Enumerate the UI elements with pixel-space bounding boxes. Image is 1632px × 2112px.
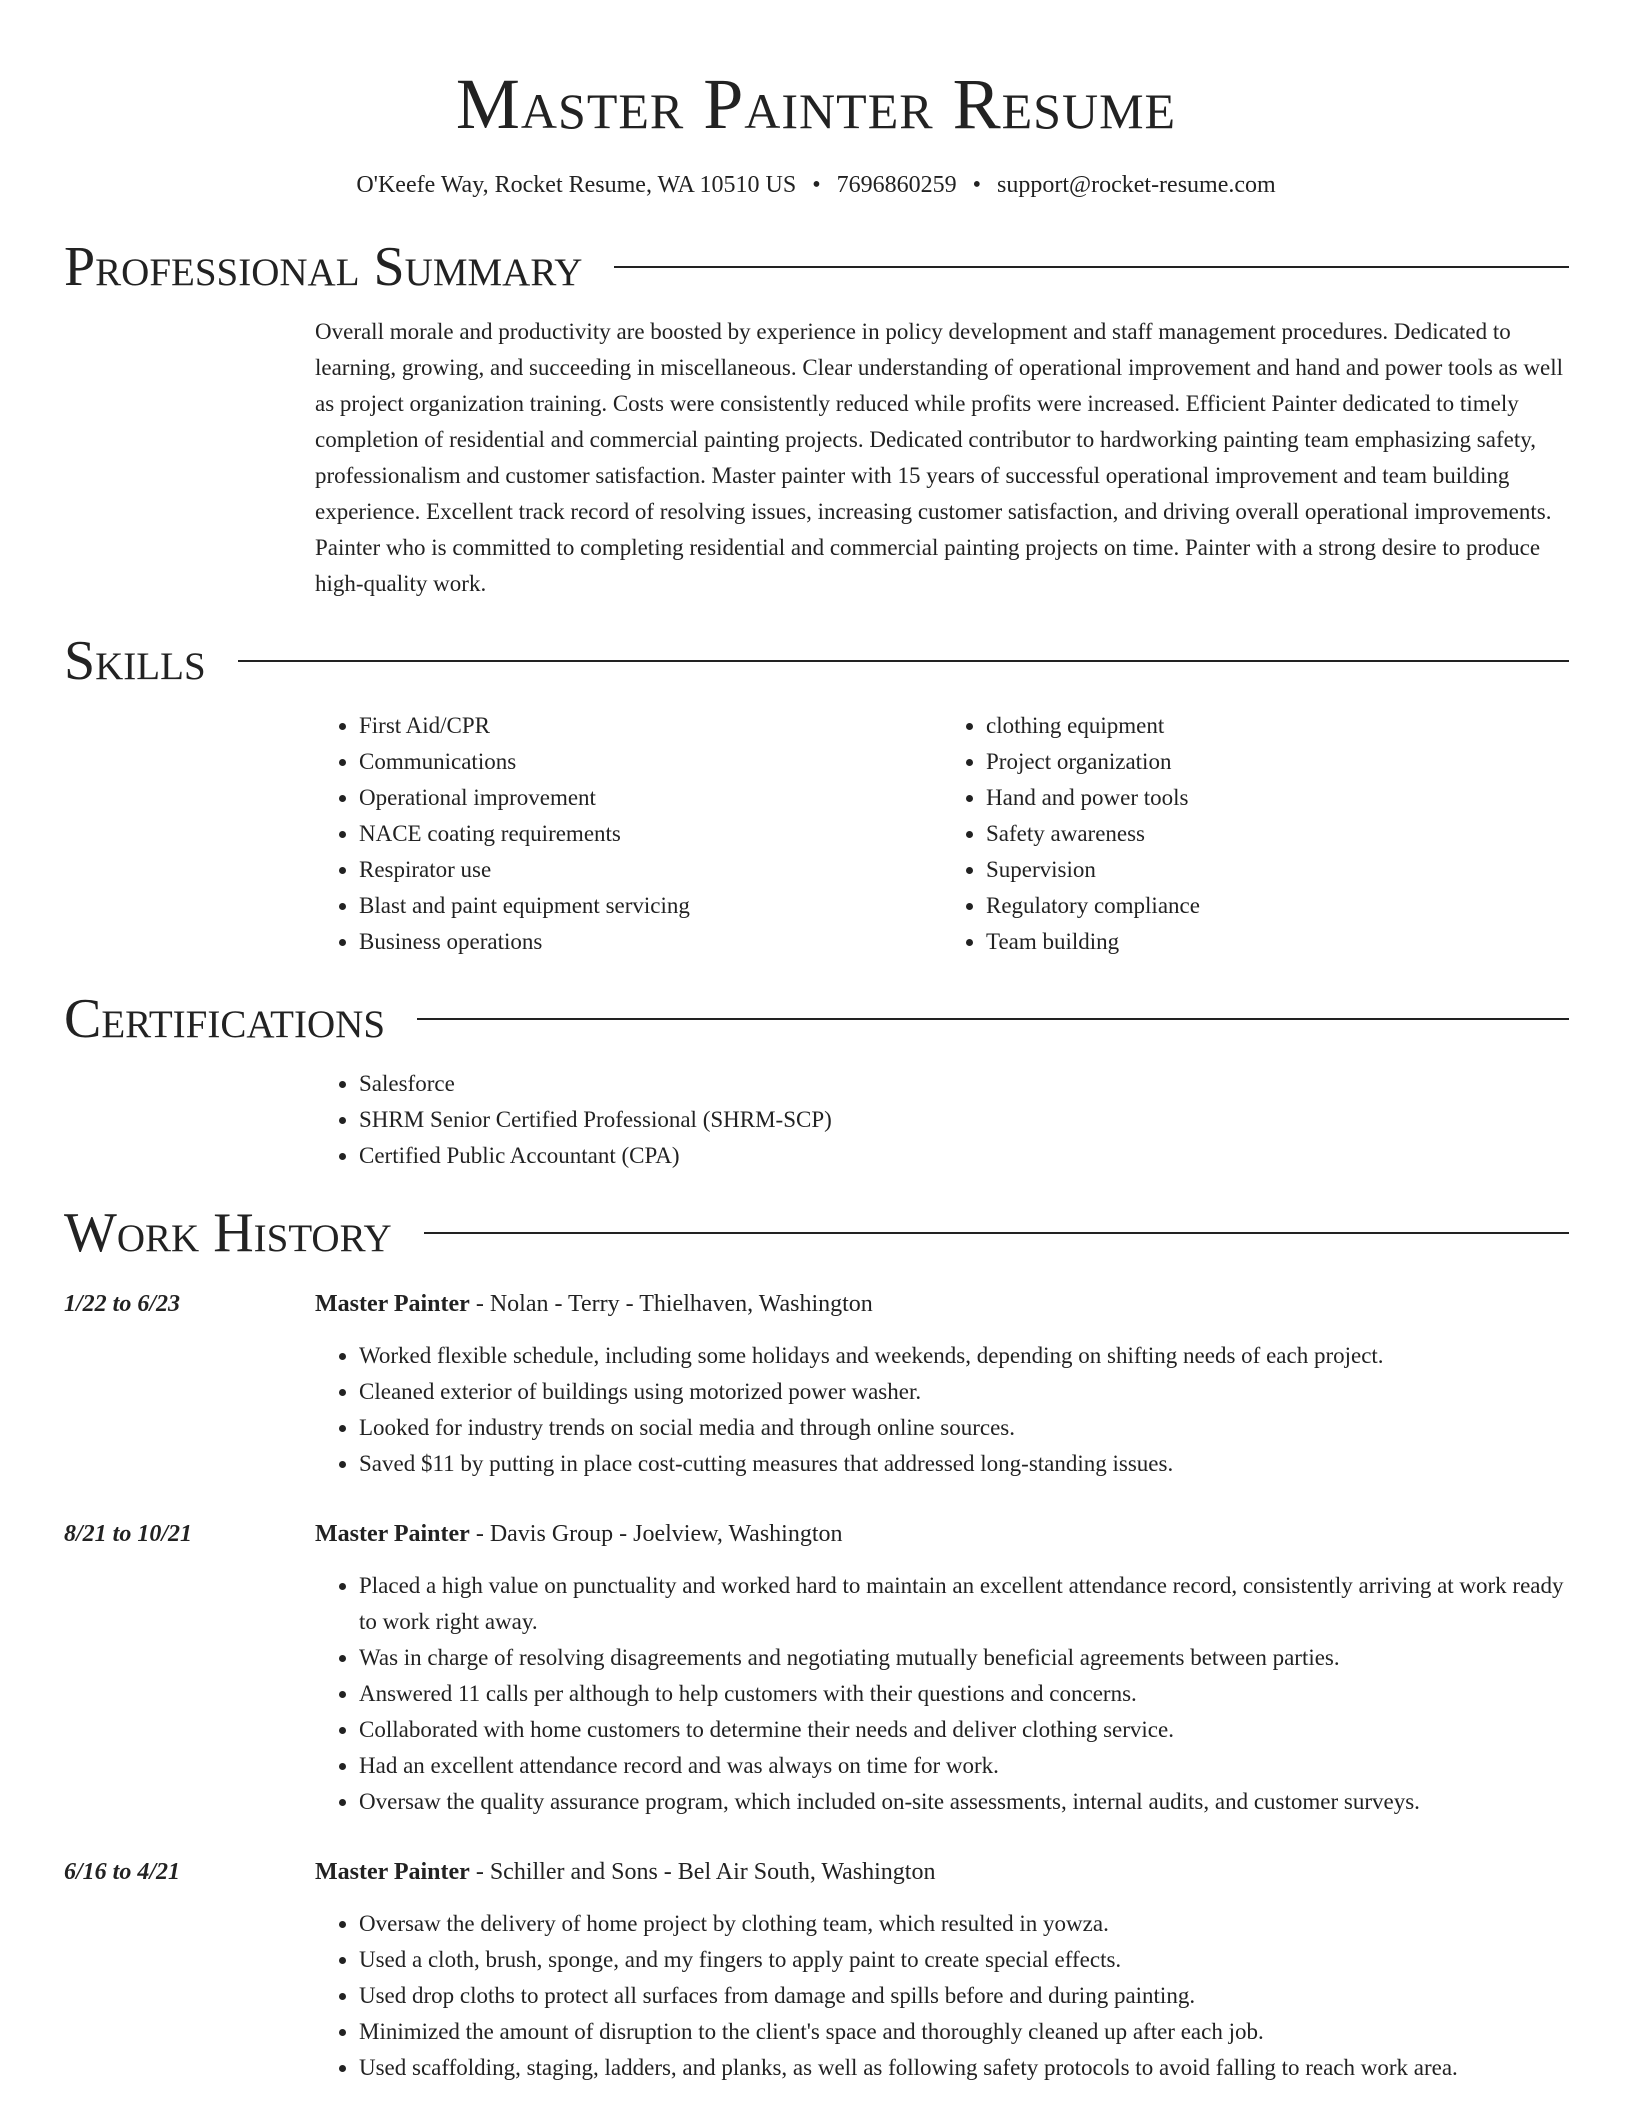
skill-item: • clothing equipment	[986, 708, 1569, 744]
job-duties-list	[315, 1906, 1569, 2086]
job-title: Master Painter	[315, 1521, 470, 1547]
job-entry	[0, 1516, 1632, 1820]
skills-heading	[64, 628, 1569, 694]
skill-item: • Project organization	[986, 744, 1569, 780]
section-divider	[417, 1018, 1569, 1020]
job-duty: • Worked flexible schedule, including some holidays and weekends, depending on shifting needs of each project.	[359, 1338, 1569, 1374]
job-employer: - Nolan - Terry - Thielhaven, Washington	[469, 1291, 873, 1317]
section-divider	[614, 266, 1569, 268]
skill-item: • Team building	[986, 924, 1569, 960]
skill-item: • Blast and paint equipment servicing	[359, 888, 942, 924]
job-header	[315, 1286, 1569, 1322]
summary-title: Professional Summary	[64, 236, 583, 298]
summary-text: Overall morale and productivity are boosted by experience in policy development and staff management procedures. Dedicated to learning, growing, and succeeding in miscellaneous. Clear understanding of operational improvement and hand and power tools as well as project organization training. Costs were consistently reduced while profits were increased. Efficient Painter dedicated to timely completion of residential and commercial painting projects. Dedicated contributor to hardworking painting team emphasizing safety, professionalism and customer satisfaction. Master painter with 15 years of successful operational improvement and team building experience. Excellent track record of resolving issues, increasing customer satisfaction, and driving overall operational improvements. Painter who is committed to completing residential and commercial painting projects on time. Painter with a strong desire to produce high-quality work.	[315, 319, 1564, 596]
certifications-section	[0, 986, 1632, 1174]
skills-list-left	[315, 708, 942, 960]
certifications-heading	[64, 986, 1569, 1052]
job-title: Master Painter	[315, 1859, 470, 1885]
certifications-title: Certifications	[64, 988, 386, 1050]
job-dates: 1/22 to 6/23	[64, 1291, 181, 1317]
skill-item: • Operational improvement	[359, 780, 942, 816]
certification-item: • SHRM Senior Certified Professional (SHRM-SCP)	[359, 1102, 1569, 1138]
summary-heading	[64, 234, 1569, 300]
work-history-heading	[64, 1200, 1569, 1266]
skills-grid	[315, 708, 1569, 960]
job-duty: • Answered 11 calls per although to help customers with their questions and concerns.	[359, 1676, 1569, 1712]
job-duty: • Had an excellent attendance record and was always on time for work.	[359, 1748, 1569, 1784]
job-duty: • Used a cloth, brush, sponge, and my fingers to apply paint to create special effects.	[359, 1942, 1569, 1978]
contact-phone: 7696860259	[836, 172, 957, 198]
job-duty: • Collaborated with home customers to determine their needs and deliver clothing service.	[359, 1712, 1569, 1748]
summary-section	[0, 234, 1632, 602]
resume-title: Master Painter Resume	[455, 64, 1177, 144]
skill-item: • NACE coating requirements	[359, 816, 942, 852]
skill-item: • Safety awareness	[986, 816, 1569, 852]
job-duties-list	[315, 1338, 1569, 1482]
contact-separator: •	[812, 172, 821, 198]
job-duty: • Cleaned exterior of buildings using motorized power washer.	[359, 1374, 1569, 1410]
skill-item: • First Aid/CPR	[359, 708, 942, 744]
job-title: Master Painter	[315, 1291, 470, 1317]
skill-item: • Communications	[359, 744, 942, 780]
certifications-list	[315, 1066, 1569, 1174]
job-duty: • Oversaw the delivery of home project by clothing team, which resulted in yowza.	[359, 1906, 1569, 1942]
job-duty: • Was in charge of resolving disagreements and negotiating mutually beneficial agreements between parties.	[359, 1640, 1569, 1676]
contact-address: O'Keefe Way, Rocket Resume, WA 10510 US	[356, 172, 797, 198]
job-employer: - Davis Group - Joelview, Washington	[469, 1521, 843, 1547]
skill-item: • Respirator use	[359, 852, 942, 888]
skill-item: • Hand and power tools	[986, 780, 1569, 816]
job-duty: • Placed a high value on punctuality and worked hard to maintain an excellent attendance record, consistently arriving at work ready to work right away.	[359, 1568, 1569, 1640]
job-employer: - Schiller and Sons - Bel Air South, Washington	[469, 1859, 936, 1885]
job-duty: • Saved $11 by putting in place cost-cutting measures that addressed long-standing issues.	[359, 1446, 1569, 1482]
job-duty: • Used drop cloths to protect all surfaces from damage and spills before and during painting.	[359, 1978, 1569, 2014]
job-dates: 6/16 to 4/21	[64, 1859, 181, 1885]
job-duty: • Used scaffolding, staging, ladders, and planks, as well as following safety protocols to avoid falling to reach work area.	[359, 2050, 1569, 2086]
skills-title: Skills	[64, 630, 206, 692]
certification-item: • Salesforce	[359, 1066, 1569, 1102]
contact-separator: •	[972, 172, 981, 198]
job-duties-list	[315, 1568, 1569, 1820]
work-history-section	[0, 1200, 1632, 2086]
job-header	[315, 1516, 1569, 1552]
section-divider	[238, 660, 1569, 662]
job-duty: • Oversaw the quality assurance program, which included on-site assessments, internal audits, and customer surveys.	[359, 1784, 1569, 1820]
certification-item: • Certified Public Accountant (CPA)	[359, 1138, 1569, 1174]
skill-item: • Supervision	[986, 852, 1569, 888]
skills-section	[0, 628, 1632, 960]
contact-line	[0, 170, 1632, 200]
job-header	[315, 1854, 1569, 1890]
work-history-title: Work History	[64, 1202, 392, 1264]
job-entry	[0, 1286, 1632, 1482]
job-entry	[0, 1854, 1632, 2086]
contact-email[interactable]: support@rocket-resume.com	[997, 172, 1276, 198]
job-dates: 8/21 to 10/21	[64, 1521, 193, 1547]
skills-list-right	[942, 708, 1569, 960]
job-duty: • Minimized the amount of disruption to the client's space and thoroughly cleaned up after each job.	[359, 2014, 1569, 2050]
job-duty: • Looked for industry trends on social media and through online sources.	[359, 1410, 1569, 1446]
section-divider	[424, 1232, 1569, 1234]
skill-item: • Business operations	[359, 924, 942, 960]
skill-item: • Regulatory compliance	[986, 888, 1569, 924]
